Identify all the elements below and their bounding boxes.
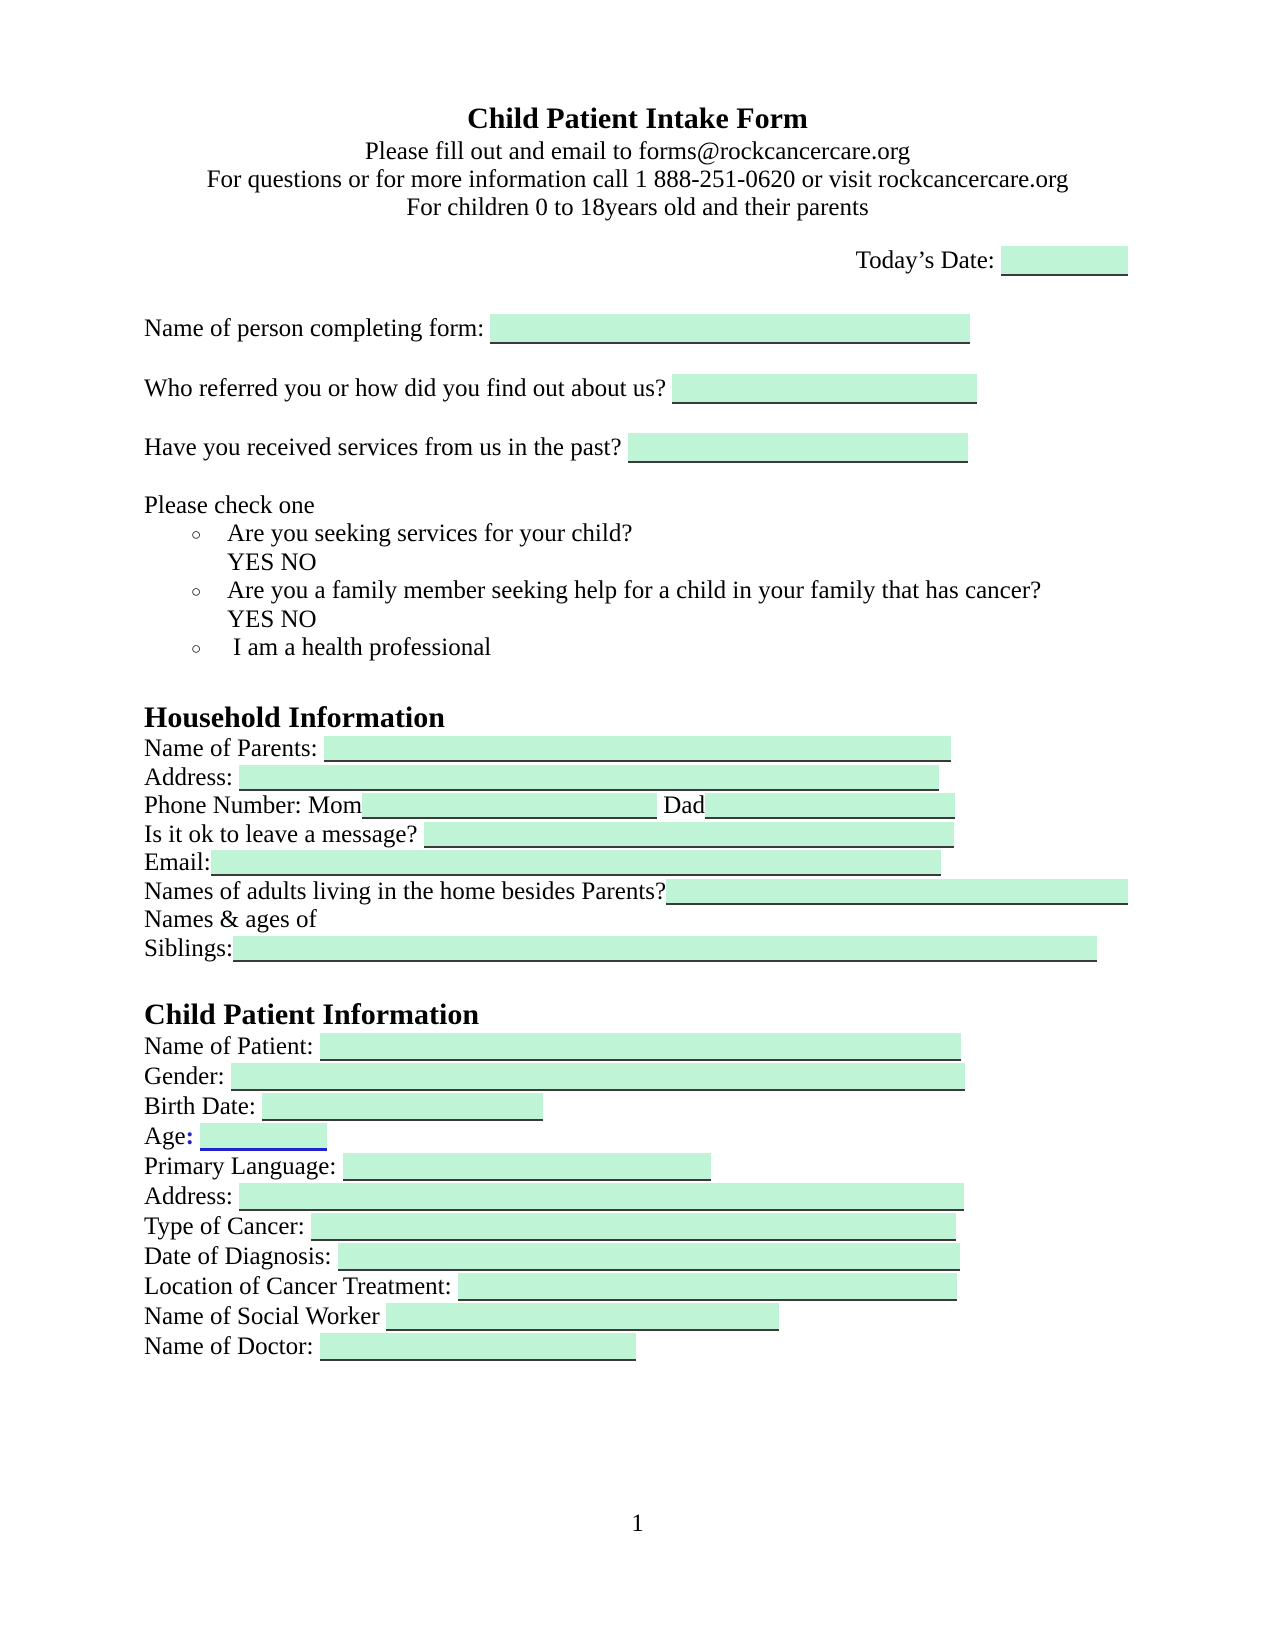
message-ok-row <box>144 821 1128 850</box>
referral-label: Who referred you or how did you find out about us? <box>144 375 667 402</box>
email-row <box>144 849 1128 878</box>
todays-date-label: Today’s Date: <box>855 247 995 274</box>
message-ok-field[interactable] <box>424 822 954 848</box>
patient-name-row <box>144 1032 965 1062</box>
other-adults-field[interactable] <box>666 879 1128 905</box>
check-option-family-member-label: Are you a family member seeking help for a child in your family that has cancer? <box>227 577 1042 604</box>
primary-language-row <box>144 1152 965 1182</box>
phone-row <box>144 792 1128 821</box>
circle-bullet-icon: ○ <box>191 582 202 601</box>
past-services-label: Have you received services from us in the past? <box>144 434 622 461</box>
parents-label: Name of Parents: <box>144 735 318 762</box>
cancer-type-row <box>144 1212 965 1242</box>
phone-dad-label: Dad <box>663 792 705 819</box>
completing-form-label: Name of person completing form: <box>144 315 485 342</box>
treatment-location-field[interactable] <box>458 1273 957 1301</box>
circle-bullet-icon: ○ <box>191 525 202 544</box>
email-label: Email: <box>144 849 211 876</box>
check-option-child-services[interactable] <box>144 520 1041 549</box>
header-instruction-email: Please fill out and email to forms@rockcancercare.org <box>364 138 911 165</box>
other-adults-row <box>144 878 1128 907</box>
form-header <box>0 100 1275 222</box>
phone-mom-field[interactable] <box>362 793 657 819</box>
primary-language-field[interactable] <box>343 1153 711 1181</box>
household-address-label: Address: <box>144 763 233 791</box>
doctor-label: Name of Doctor: <box>144 1333 314 1360</box>
age-row <box>144 1122 965 1152</box>
yes-no-choice-2[interactable]: YES NO <box>227 606 317 633</box>
treatment-location-row <box>144 1272 965 1302</box>
child-patient-heading: Child Patient Information <box>144 998 480 1031</box>
todays-date-row <box>0 246 1128 276</box>
diagnosis-date-field[interactable] <box>338 1243 960 1271</box>
social-worker-label: Name of Social Worker <box>144 1303 380 1330</box>
question-row-completing-form <box>144 312 970 345</box>
parents-field[interactable] <box>324 736 951 762</box>
question-row-referral <box>144 372 977 405</box>
header-instruction-audience: For children 0 to 18years old and their parents <box>406 194 869 221</box>
siblings-row <box>144 935 1128 964</box>
email-field[interactable] <box>211 850 941 876</box>
child-address-row <box>144 1182 965 1212</box>
phone-dad-field[interactable] <box>705 793 955 819</box>
cancer-type-label: Type of Cancer: <box>144 1213 305 1240</box>
check-option-health-professional-label: I am a health professional <box>233 634 492 661</box>
check-one-section <box>144 492 1041 663</box>
household-address-row <box>144 764 1128 793</box>
gender-field[interactable] <box>231 1063 965 1091</box>
siblings-field[interactable] <box>233 936 1097 962</box>
age-field[interactable] <box>200 1123 327 1151</box>
diagnosis-date-row <box>144 1242 965 1272</box>
household-heading: Household Information <box>144 701 445 734</box>
diagnosis-date-label: Date of Diagnosis: <box>144 1243 332 1270</box>
siblings-label: Siblings: <box>144 934 233 962</box>
doctor-row <box>144 1332 965 1362</box>
treatment-location-label: Location of Cancer Treatment: <box>144 1273 452 1300</box>
check-option-family-member[interactable] <box>144 577 1041 606</box>
social-worker-field[interactable] <box>386 1303 779 1331</box>
page-number: 1 <box>631 1510 644 1537</box>
primary-language-label: Primary Language: <box>144 1153 337 1180</box>
birth-date-label: Birth Date: <box>144 1093 256 1120</box>
other-adults-label: Names of adults living in the home besides Parents? <box>144 877 667 905</box>
child-address-label: Address: <box>144 1183 233 1210</box>
completing-form-field[interactable] <box>490 314 970 344</box>
yes-no-choice-1[interactable]: YES NO <box>227 549 317 576</box>
age-label: Age <box>144 1123 186 1150</box>
age-colon: : <box>185 1123 194 1150</box>
check-one-title: Please check one <box>144 492 315 519</box>
birth-date-field[interactable] <box>262 1093 543 1121</box>
cancer-type-field[interactable] <box>311 1213 956 1241</box>
circle-bullet-icon: ○ <box>191 639 202 658</box>
referral-field[interactable] <box>672 374 977 404</box>
child-address-field[interactable] <box>239 1183 964 1211</box>
check-option-health-professional[interactable] <box>144 634 1041 663</box>
form-title: Child Patient Intake Form <box>467 102 808 135</box>
household-address-field[interactable] <box>239 765 939 791</box>
gender-row <box>144 1062 965 1092</box>
question-row-past-services <box>144 431 968 464</box>
past-services-field[interactable] <box>628 433 968 463</box>
parents-row <box>144 735 1128 764</box>
doctor-field[interactable] <box>320 1333 636 1361</box>
names-ages-label: Names & ages of <box>144 906 317 933</box>
household-section <box>144 700 1128 963</box>
header-instruction-phone: For questions or for more information call 1 888-251-0620 or visit rockcancercare.org <box>206 166 1069 193</box>
names-ages-row <box>144 906 1128 935</box>
patient-name-field[interactable] <box>320 1033 961 1061</box>
check-option-child-services-label: Are you seeking services for your child? <box>227 520 633 547</box>
todays-date-field[interactable] <box>1001 246 1128 276</box>
birth-date-row <box>144 1092 965 1122</box>
social-worker-row <box>144 1302 965 1332</box>
patient-name-label: Name of Patient: <box>144 1033 314 1060</box>
message-ok-label: Is it ok to leave a message? <box>144 820 418 848</box>
phone-mom-label: Phone Number: Mom <box>144 792 363 819</box>
gender-label: Gender: <box>144 1063 225 1090</box>
child-patient-section <box>144 997 965 1362</box>
